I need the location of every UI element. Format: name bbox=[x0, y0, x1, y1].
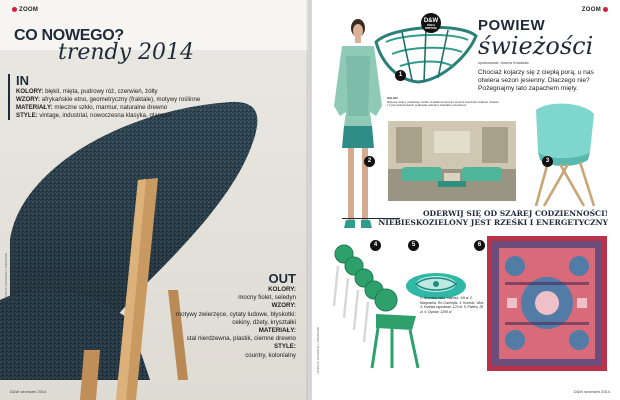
right-page bbox=[312, 0, 620, 400]
item-number-4: 4 bbox=[370, 240, 381, 251]
out-kolory-label: KOLORY: bbox=[268, 286, 296, 293]
left-folio-bottom: D&W wrzesień 2014 bbox=[10, 389, 47, 394]
right-folio-bottom: D&W wrzesień 2014 bbox=[573, 389, 610, 394]
out-wzory-value: motywy zwierzęce, cytaty ludowe, błyskotki: cekiny, dżety, kryształki bbox=[176, 310, 297, 326]
feature-title-swiezosci: świeżości bbox=[478, 32, 594, 60]
item-number-2: 2 bbox=[364, 156, 375, 167]
out-style-label: STYLE: bbox=[273, 343, 296, 351]
in-materialy: MATERIAŁY: mleczne szkło, marmur, naturalne drewno bbox=[16, 104, 168, 111]
left-photo-credit: ZDJĘCIA: MATERIAŁY PRASOWE bbox=[4, 252, 8, 300]
out-materialy-value: stal nierdzewna, plastik, ciemne drewno bbox=[186, 335, 296, 343]
item-number-3: 3 bbox=[542, 156, 553, 167]
mint-living-room-photo bbox=[388, 121, 516, 201]
oriental-rug-photo bbox=[487, 236, 607, 371]
right-folio-tag: ZOOM bbox=[582, 7, 610, 13]
section-ribbon: ODERWIJ SIĘ OD SZAREJ CODZIENNOŚCI! NIEBIESKOZIELONY JEST RZEŚKI I ENERGETYCZNY bbox=[378, 209, 608, 227]
rug-pattern bbox=[487, 236, 607, 371]
trend-title-small: CO NOWEGO? bbox=[14, 27, 124, 44]
feature-byline: opracowanie: Joanna Kowalska bbox=[478, 61, 529, 65]
left-page bbox=[0, 0, 308, 400]
item-number-1: 1 bbox=[395, 70, 406, 81]
teal-shell-chair-photo bbox=[518, 96, 608, 208]
out-wzory-label: WZORY: bbox=[271, 302, 296, 310]
trend-title-big: trendy 2014 bbox=[58, 40, 195, 65]
in-side-rule bbox=[8, 74, 10, 120]
out-materialy-label: MATERIAŁY: bbox=[258, 327, 296, 335]
left-folio-tag: ZOOM bbox=[10, 7, 38, 13]
in-kolory: KOLORY: błękit, mięta, pudrowy róż, czerwień, żółty bbox=[16, 88, 158, 95]
room-caption: SALON Miętowe ściany, pastelowe meble i dodatki wnoszą do wnętrza świeżość i lekkość. Zestaw z żywą zielenią tkanin podkreśla naturalny charakter przestrzeni. bbox=[387, 96, 499, 108]
living-room-illustration bbox=[388, 121, 516, 201]
dom-wnetrze-logo: D&W DOM & WNĘTRZE bbox=[421, 13, 441, 33]
item-number-6: 6 bbox=[474, 240, 485, 251]
in-trends-block bbox=[16, 74, 236, 120]
product-credits: 1. Ażurowa misa, marmur, 1/9 zł. 2. Marynarka, Ro Concepts. 3. Krzesło, Vitra. 4. Krzesła ogrodowe, 120 zł. 5. Patera, 28 zł. 6. Dywan, 1200 zł bbox=[420, 296, 485, 314]
in-heading: IN bbox=[16, 73, 29, 88]
feature-intro: Chociaż kojarzy się z ciepłą porą, u nas otwiera sezon jesienny. Dlaczego nie? Pożegnajmy lato zapachem mięty. bbox=[478, 69, 594, 92]
out-trends-block bbox=[176, 272, 296, 360]
feature-title-powiew: POWIEW bbox=[478, 17, 546, 34]
folio-dot-icon bbox=[12, 7, 17, 12]
out-style-value: country, kolonialny bbox=[245, 351, 296, 359]
right-photo-credit: ZDJĘCIA: MATERIAŁY PRASOWE bbox=[316, 326, 320, 374]
item-number-5: 5 bbox=[408, 240, 419, 251]
in-style: STYLE: vintage, industrial, nowoczesna klasyka, glamour bbox=[16, 112, 172, 119]
in-wzory: WZORY: afrykańskie etno, geometryczny (fraktale), motywy roślinne bbox=[16, 96, 201, 103]
out-heading: OUT bbox=[268, 271, 296, 286]
out-kolory-value: mocny fiolet, seledyn bbox=[238, 294, 296, 302]
folio-dot-icon bbox=[603, 7, 608, 12]
